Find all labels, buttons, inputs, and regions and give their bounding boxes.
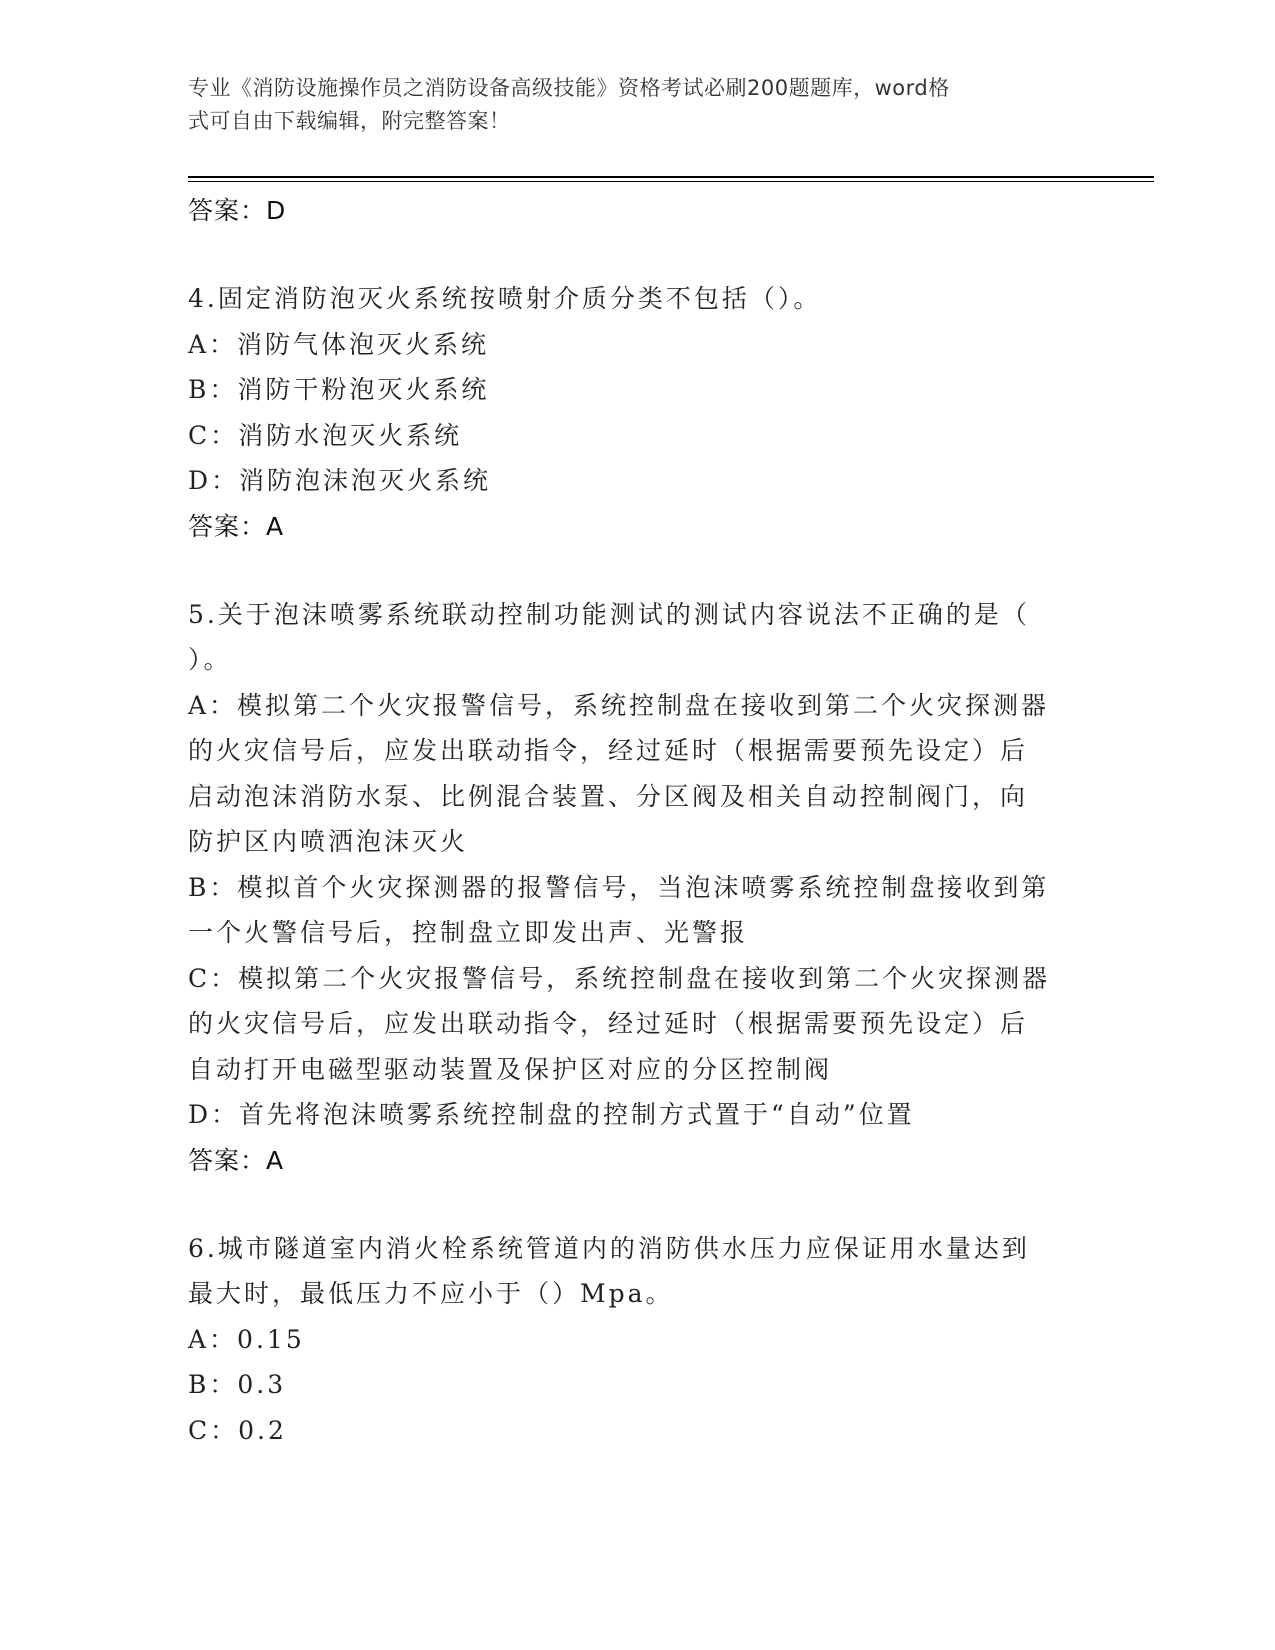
document-body [188, 188, 1088, 1453]
option-item [188, 367, 1088, 413]
option-item [188, 1092, 1088, 1138]
option-item [188, 683, 1088, 865]
option-line: C：消防水泡灭火系统 [188, 420, 463, 450]
option-line: D：首先将泡沫喷雾系统控制盘的控制方式置于“自动”位置 [188, 1100, 915, 1129]
option-line: 防护区内喷洒泡沫灭火 [188, 827, 469, 856]
option-line: 一个火警信号后，控制盘立即发出声、光警报 [188, 918, 749, 947]
question-stem-line: ）。 [188, 645, 232, 674]
question-list [188, 276, 1088, 1453]
header-rule-thick [188, 176, 1154, 178]
option-item [188, 865, 1088, 956]
option-line: A：0.15 [188, 1324, 305, 1354]
question-block [188, 276, 1088, 550]
previous-answer: 答案：D [188, 196, 287, 225]
option-line: A：模拟第二个火灾报警信号，系统控制盘在接收到第二个火灾探测器 [188, 690, 1050, 720]
option-line: 启动泡沫消防水泵、比例混合装置、分区阀及相关自动控制阀门，向 [188, 781, 1029, 811]
option-item [188, 413, 1088, 459]
question-stem-line: 5.关于泡沫喷雾系统联动控制功能测试的测试内容说法不正确的是（ [188, 599, 1030, 629]
page-header [188, 72, 1068, 138]
option-item [188, 322, 1088, 368]
header-line-1: 专业《消防设施操作员之消防设备高级技能》资格考试必刷200题题库，word格 [188, 76, 950, 100]
question-stem-line: 6.城市隧道室内消火栓系统管道内的消防供水压力应保证用水量达到 [188, 1233, 1030, 1263]
question-block [188, 1226, 1088, 1454]
option-line: 自动打开电磁型驱动装置及保护区对应的分区控制阀 [188, 1054, 833, 1084]
option-line: C：0.2 [188, 1415, 287, 1445]
answer-line: 答案：A [188, 1145, 285, 1175]
option-line: C：模拟第二个火灾报警信号，系统控制盘在接收到第二个火灾探测器 [188, 963, 1051, 993]
option-line: D：消防泡沫泡灭火系统 [188, 466, 492, 495]
option-item [188, 1408, 1088, 1454]
header-line-2: 式可自由下载编辑，附完整答案！ [188, 109, 511, 133]
option-line: 的火灾信号后，应发出联动指令，经过延时（根据需要预先设定）后 [188, 736, 1029, 765]
option-line: B：消防干粉泡灭火系统 [188, 375, 490, 404]
option-line: B：0.3 [188, 1370, 287, 1399]
option-line: B：模拟首个火灾探测器的报警信号，当泡沫喷雾系统控制盘接收到第 [188, 872, 1050, 902]
question-block [188, 592, 1088, 1184]
header-rule-thin [188, 181, 1154, 182]
option-item [188, 956, 1088, 1093]
question-stem-line: 最大时，最低压力不应小于（）Mpa。 [188, 1279, 674, 1308]
question-stem-line: 4.固定消防泡灭火系统按喷射介质分类不包括（）。 [188, 284, 822, 313]
option-line: A：消防气体泡灭火系统 [188, 329, 490, 359]
answer-line: 答案：A [188, 511, 285, 541]
option-line: 的火灾信号后，应发出联动指令，经过延时（根据需要预先设定）后 [188, 1009, 1029, 1038]
option-item [188, 458, 1088, 504]
option-item [188, 1362, 1088, 1408]
option-item [188, 1317, 1088, 1363]
